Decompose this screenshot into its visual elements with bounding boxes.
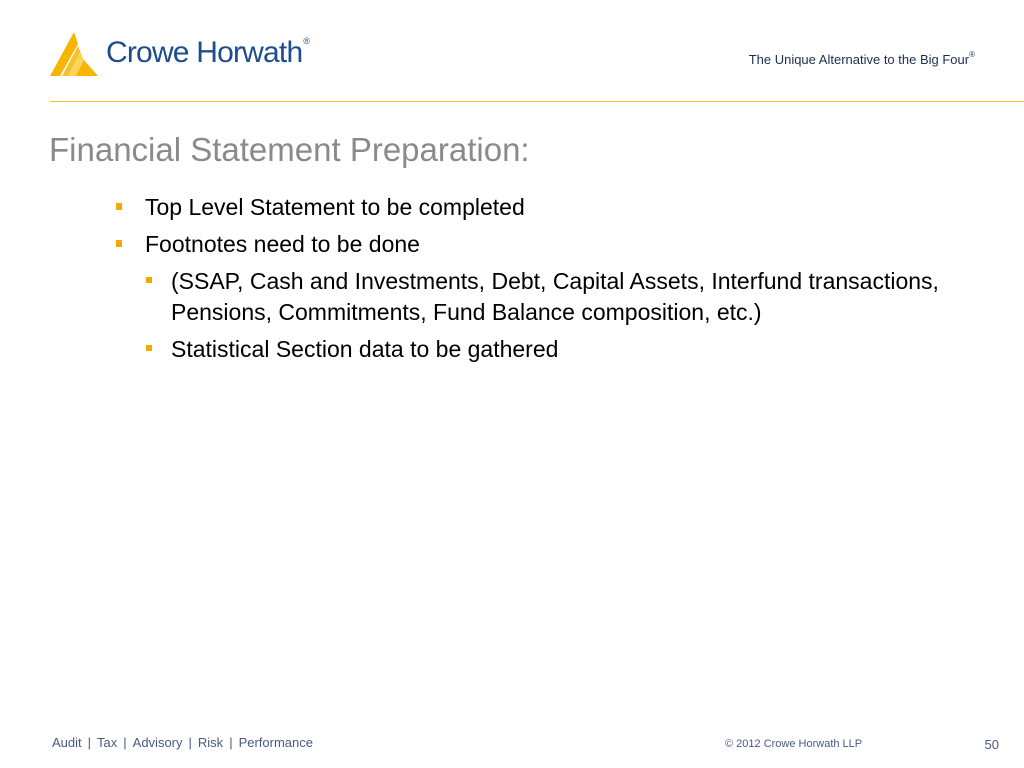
footer-service-performance: Performance <box>238 735 313 750</box>
footer-separator: | <box>123 735 127 750</box>
bullet-item <box>0 192 1024 223</box>
bullet-list <box>0 192 1024 371</box>
footer-separator: | <box>229 735 233 750</box>
header-divider <box>50 101 1024 102</box>
bullet-item <box>0 229 1024 260</box>
logo-flame-icon <box>48 30 100 78</box>
bullet-text: (SSAP, Cash and Investments, Debt, Capital Assets, Interfund transactions, Pensions, Commitments, Fund Balance composition, etc.) <box>171 268 939 325</box>
footer-separator: | <box>87 735 92 750</box>
tagline: The Unique Alternative to the Big Four® <box>748 50 975 67</box>
bullet-marker <box>116 240 122 247</box>
logo-wordmark: Crowe Horwath® <box>106 36 310 69</box>
footer-separator: | <box>188 735 192 750</box>
bullet-marker <box>116 203 122 210</box>
footer-service-risk: Risk <box>197 735 224 750</box>
slide-title: Financial Statement Preparation: <box>49 131 530 168</box>
bullet-marker <box>146 345 152 351</box>
footer-services <box>52 735 313 750</box>
bullet-marker <box>146 277 152 283</box>
bullet-text: Footnotes need to be done <box>145 231 420 257</box>
footer-service-tax: Tax <box>97 735 118 750</box>
footer-service-advisory: Advisory <box>132 735 183 750</box>
crowe-horwath-logo <box>48 30 318 80</box>
footer-service-audit: Audit <box>52 735 82 750</box>
bullet-text: Top Level Statement to be completed <box>145 194 525 220</box>
bullet-text: Statistical Section data to be gathered <box>171 336 559 362</box>
copyright: © 2012 Crowe Horwath LLP <box>725 738 863 750</box>
sub-bullet-item <box>0 334 1024 365</box>
sub-bullet-item <box>0 266 1024 328</box>
page-number: 50 <box>984 737 999 752</box>
